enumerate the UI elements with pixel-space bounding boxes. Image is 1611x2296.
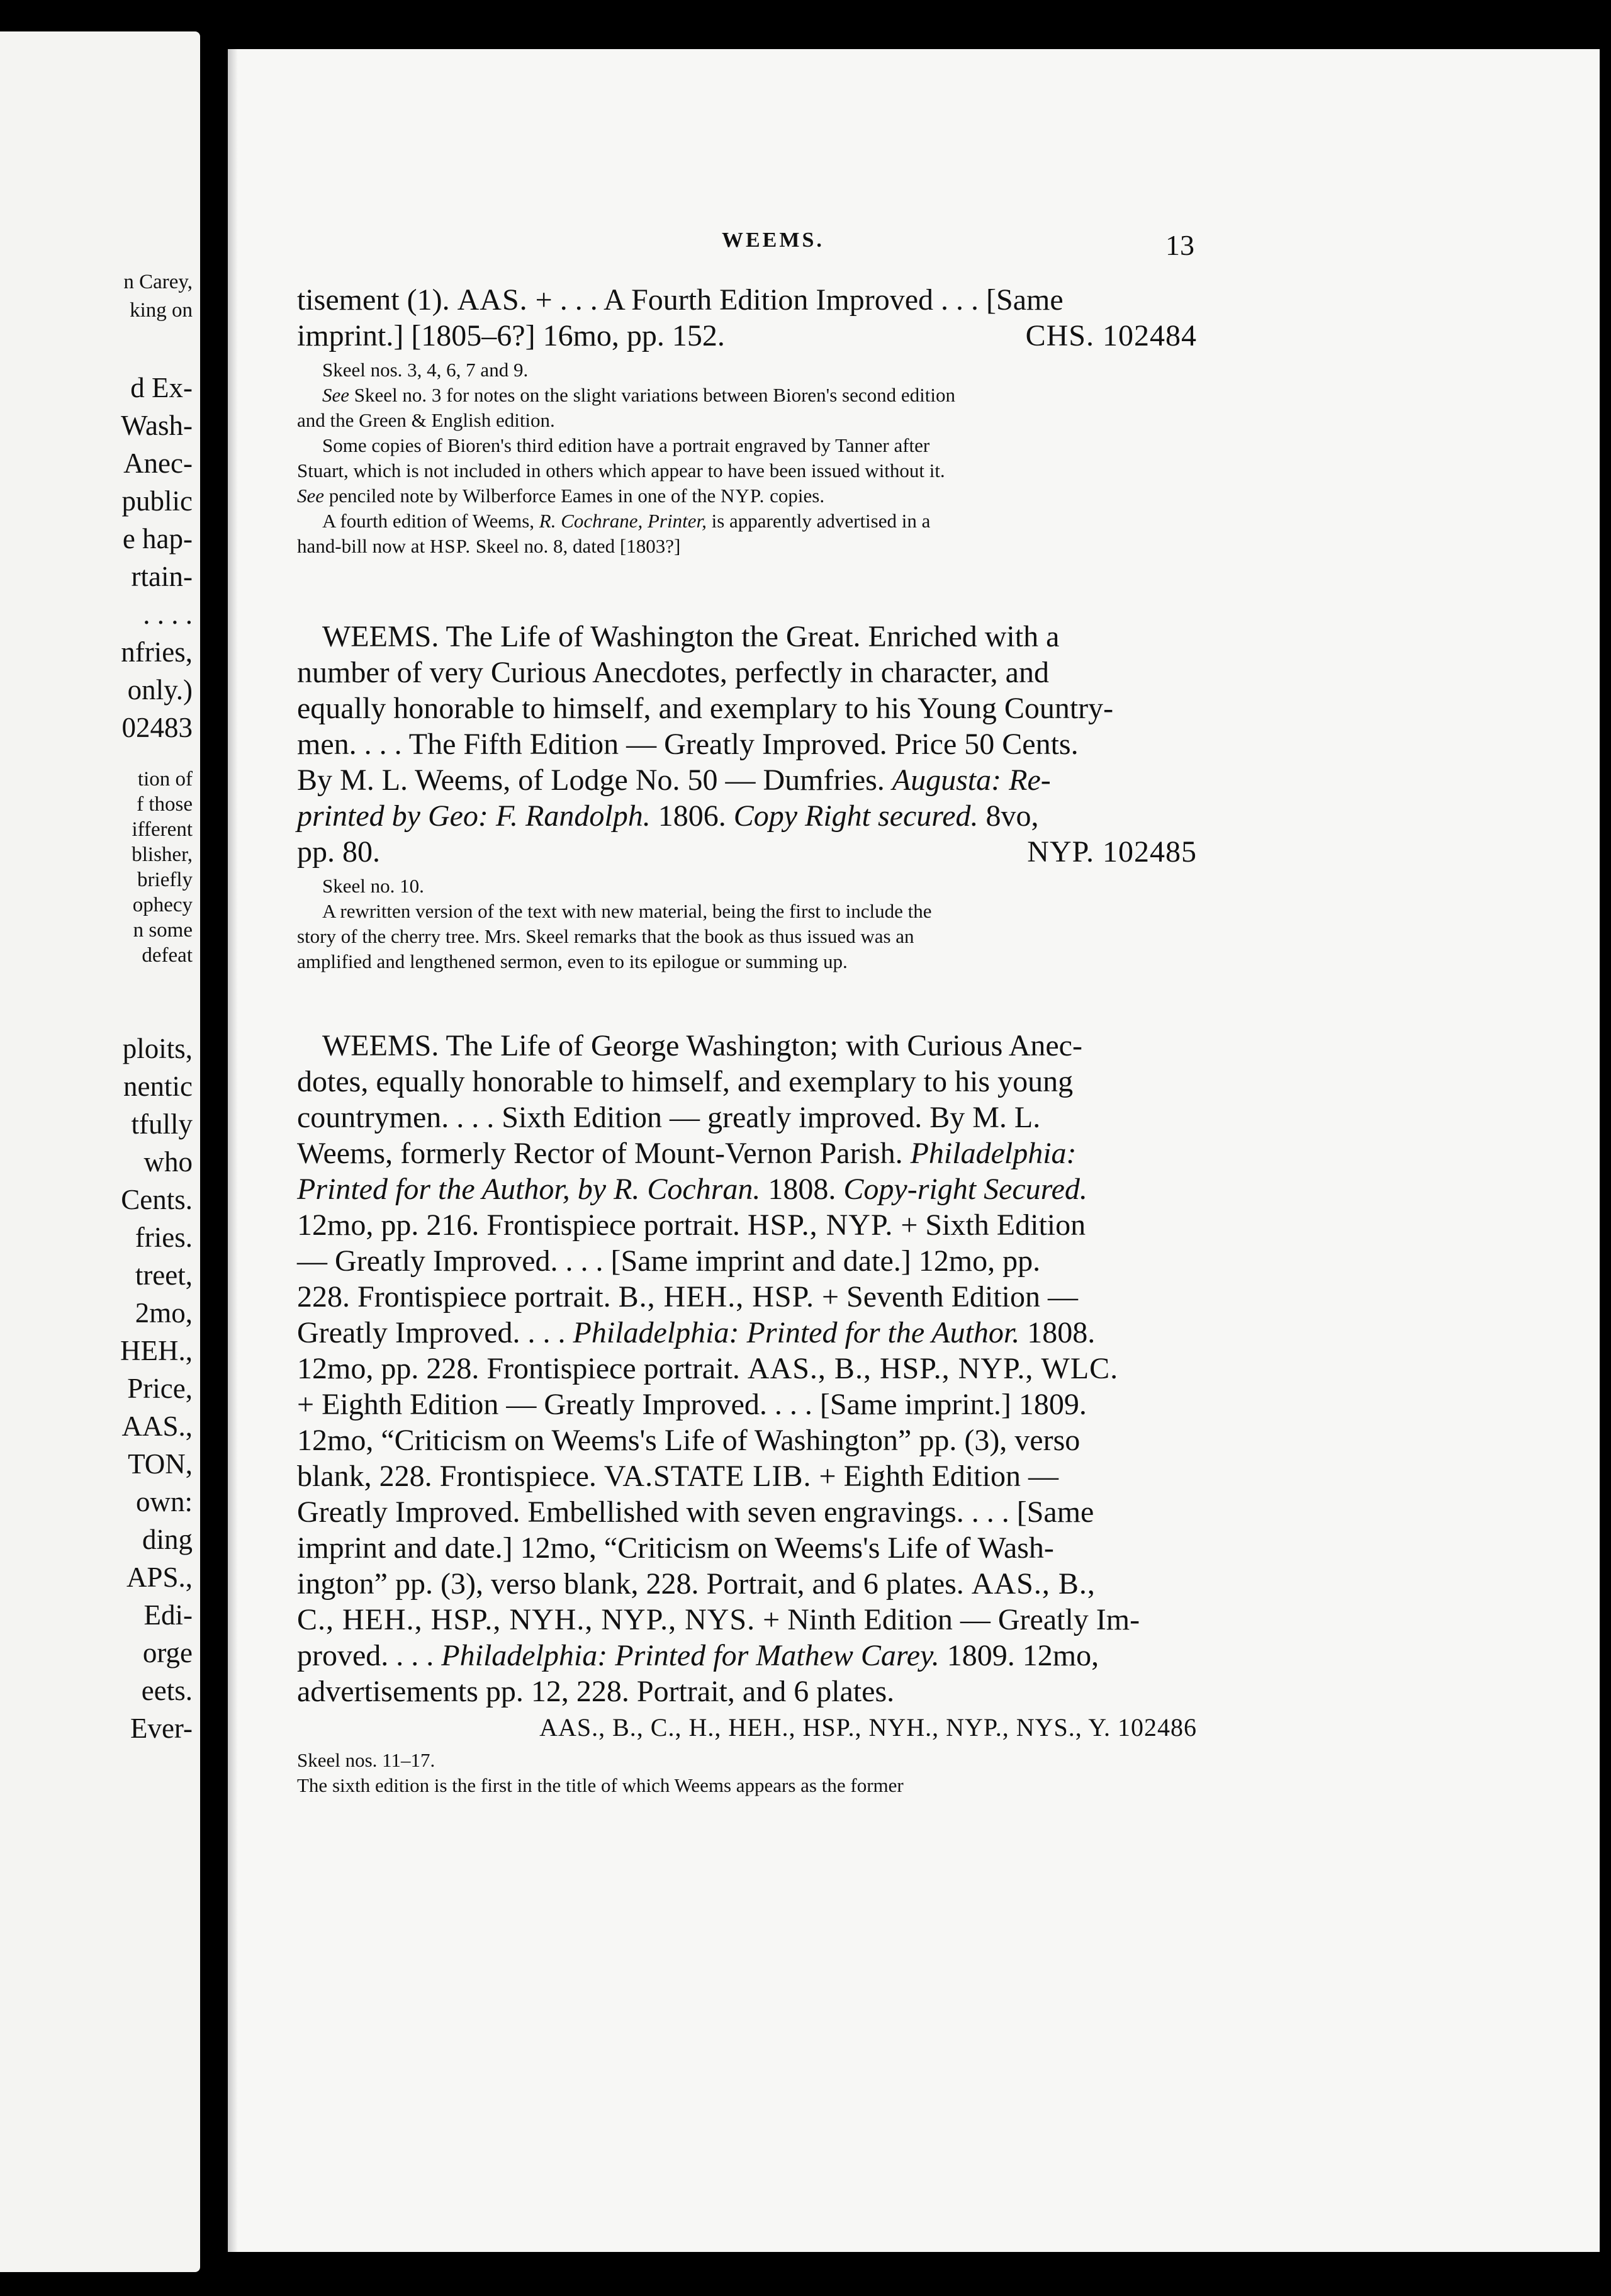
left-page-line: briefly [137, 869, 193, 891]
left-page-line: public [121, 485, 193, 517]
left-page-line: Cents. [121, 1184, 193, 1215]
left-page-line: defeat [142, 944, 193, 967]
left-page-line: . . . . [143, 599, 193, 630]
library-code: HSP. [429, 535, 471, 557]
text-run: Printed for the Author, by R. Cochran. [297, 1173, 761, 1206]
text-run: penciled note by Wilberforce Eames in one of the [324, 485, 721, 507]
library-code: AAS., B., [971, 1567, 1096, 1601]
library-code: VA.STATE LIB. [603, 1460, 812, 1493]
text-run: See [322, 384, 350, 406]
left-page-line: Price, [127, 1373, 193, 1404]
page-fold-shadow [228, 49, 238, 2252]
left-page-line: ding [142, 1524, 193, 1555]
entry-fifth-edition [297, 619, 1197, 974]
left-page-line: blisher, [132, 843, 193, 866]
catalog-number: NYP. 102485 [1027, 835, 1197, 869]
text-run: + Eighth Edition — [811, 1460, 1058, 1493]
text-run: 1808. [1019, 1316, 1096, 1349]
entry-line [297, 762, 1197, 798]
entry-line: 12mo, “Criticism on Weems's Life of Washington” pp. (3), verso [297, 1424, 1081, 1457]
left-page-line: nfries, [121, 636, 193, 668]
left-page-line: f those [137, 793, 193, 816]
entry-heading-line: WEEMS. The Life of Washington the Great. Enriched with a [322, 620, 1060, 653]
text-run: 1806. [650, 799, 734, 833]
entry-sixth-edition [297, 1028, 1197, 1798]
left-page-line: orge [142, 1637, 193, 1669]
library-code: HSP., NYP. [747, 1208, 894, 1242]
left-page-line: 2mo, [135, 1297, 193, 1329]
entry-line [297, 282, 1197, 318]
note-line: and the Green & English edition. [297, 409, 555, 431]
text-run: + . . . A Fourth Edition Improved . . . [Same [527, 283, 1064, 317]
left-page-line: fries. [135, 1222, 193, 1253]
entry-line [297, 834, 1197, 870]
running-head: WEEMS. [722, 228, 824, 252]
page-number: 13 [1165, 229, 1194, 261]
left-page-line: n Carey, [123, 271, 193, 293]
text-run: + Ninth Edition — Greatly Im- [755, 1603, 1140, 1636]
text-run: See [297, 485, 325, 507]
note-line: The sixth edition is the first in the title of which Weems appears as the former [297, 1774, 904, 1796]
text-run: Skeel no. 3 for notes on the slight variations between Bioren's second edition [349, 384, 955, 406]
note-line [297, 534, 1197, 559]
text-run: By M. L. Weems, of Lodge No. 50 — Dumfries. [297, 763, 892, 797]
note-line [297, 509, 1197, 534]
left-page-line: tion of [137, 768, 193, 791]
text-run: proved. . . . [297, 1639, 442, 1672]
text-run: Copy Right secured. [733, 799, 979, 833]
text-run: Philadelphia: Printed for Mathew Carey. [441, 1639, 940, 1672]
text-run: 1808. [760, 1173, 844, 1206]
entry-line [297, 1602, 1197, 1638]
note-line: Skeel no. 10. [322, 875, 424, 897]
left-page-line: APS., [126, 1562, 193, 1593]
note-line: Skeel nos. 3, 4, 6, 7 and 9. [322, 359, 529, 381]
entry-line: men. . . . The Fifth Edition — Greatly Improved. Price 50 Cents. [297, 728, 1079, 761]
left-page-line: only.) [127, 674, 193, 706]
left-page-line: e hap- [122, 523, 193, 554]
text-run: ington” pp. (3), verso blank, 228. Portrait, and 6 plates. [297, 1567, 972, 1601]
left-page-line: own: [136, 1486, 193, 1517]
text-run: Skeel no. 8, dated [1803?] [471, 535, 681, 557]
note-line: story of the cherry tree. Mrs. Skeel remarks that the book as thus issued was an [297, 925, 914, 947]
left-page-line: HEH., [120, 1335, 193, 1366]
left-page-line: TON, [128, 1448, 193, 1480]
note-line: Stuart, which is not included in others which appear to have been issued without it. [297, 459, 945, 481]
text-run: Weems, formerly Rector of Mount-Vernon Parish. [297, 1137, 911, 1170]
entry-line: + Eighth Edition — Greatly Improved. . . . [Same imprint.] 1809. [297, 1388, 1087, 1421]
entry-line [297, 1171, 1197, 1207]
text-run: Philadelphia: Printed for the Author. [573, 1316, 1020, 1349]
entry-notes [297, 357, 1197, 559]
left-page-line: d Ex- [130, 372, 193, 403]
note-line: amplified and lengthened sermon, even to its epilogue or summing up. [297, 950, 848, 972]
left-page-line: ploits, [122, 1033, 193, 1064]
left-page-fragment [0, 31, 200, 2272]
catalog-number: CHS. 102484 [1025, 319, 1197, 352]
entry-line [297, 1135, 1197, 1171]
entry-line: countrymen. . . . Sixth Edition — greatly improved. By M. L. [297, 1101, 1041, 1134]
entry-line: equally honorable to himself, and exemplary to his Young Country- [297, 692, 1114, 725]
note-line: A rewritten version of the text with new material, being the first to include the [322, 900, 932, 922]
note-line: Skeel nos. 11–17. [297, 1749, 435, 1771]
library-code: B., HEH., HSP. [618, 1280, 814, 1314]
right-page [228, 49, 1600, 2252]
left-page-line: nentic [123, 1071, 193, 1102]
entry-line [297, 798, 1197, 834]
text-run: is apparently advertised in a [706, 510, 931, 532]
text-run: R. Cochrane, Printer, [539, 510, 707, 532]
entry-line [297, 1638, 1197, 1674]
library-code: C., HEH., HSP., NYH., NYP., NYS. [297, 1603, 756, 1636]
text-run: Philadelphia: [910, 1137, 1077, 1170]
text-run: 8vo, [978, 799, 1039, 833]
entry-notes [297, 1748, 1197, 1798]
text-run: Copy-right Secured. [843, 1173, 1087, 1206]
left-page-line: Anec- [123, 447, 193, 479]
left-page-line: Edi- [143, 1599, 193, 1631]
text-run: hand-bill now at [297, 535, 430, 557]
entry-line [297, 1351, 1197, 1387]
entry-line [297, 1279, 1197, 1315]
left-page-line: ophecy [132, 894, 193, 916]
left-page-line: AAS., [121, 1410, 193, 1442]
left-page-line: rtain- [131, 561, 193, 592]
entry-line [297, 1315, 1197, 1351]
library-code: AAS., B., HSP., NYP., WLC. [747, 1352, 1119, 1385]
note-line: Some copies of Bioren's third edition have a portrait engraved by Tanner after [322, 434, 930, 456]
library-code: NYP. [721, 485, 765, 507]
catalog-number: AAS., B., C., H., HEH., HSP., NYH., NYP., NYS., Y. 102486 [539, 1713, 1197, 1742]
entry-line: imprint and date.] 12mo, “Criticism on Weems's Life of Wash- [297, 1531, 1054, 1565]
left-page-line: Ever- [130, 1713, 193, 1744]
left-page-line: king on [130, 299, 193, 322]
left-page-line: tfully [131, 1108, 193, 1140]
entry-line: dotes, equally honorable to himself, and exemplary to his young [297, 1065, 1074, 1098]
entry-line [297, 1458, 1197, 1494]
library-code: AAS. [457, 283, 528, 317]
text-run: blank, 228. Frontispiece. [297, 1460, 604, 1493]
left-page-line: Wash- [121, 410, 193, 441]
entry-line [297, 1566, 1197, 1602]
left-page-line: ifferent [132, 818, 193, 841]
text-run: 12mo, pp. 216. Frontispiece portrait. [297, 1208, 748, 1242]
entry-line: Greatly Improved. Embellished with seven engravings. . . . [Same [297, 1495, 1094, 1529]
text-run: 228. Frontispiece portrait. [297, 1280, 619, 1314]
left-page-line: n some [133, 919, 193, 942]
entry-line: number of very Curious Anecdotes, perfectly in character, and [297, 656, 1049, 689]
note-line [297, 483, 1197, 509]
text-run: + Sixth Edition [893, 1208, 1086, 1242]
text-run: copies. [765, 485, 825, 507]
note-line [297, 383, 1197, 408]
text-run: printed by Geo: F. Randolph. [297, 799, 651, 833]
text-run: Augusta: Re- [892, 763, 1051, 797]
text-run: 12mo, pp. 228. Frontispiece portrait. [297, 1352, 748, 1385]
entry-line [297, 1207, 1197, 1243]
entry-heading-line: WEEMS. The Life of George Washington; with Curious Anec- [322, 1029, 1082, 1062]
left-page-line: treet, [135, 1259, 193, 1291]
text-run: tisement (1). [297, 283, 457, 317]
left-page-line: who [143, 1146, 193, 1178]
text-run: imprint.] [1805–6?] 16mo, pp. 152. [297, 319, 725, 352]
entry-notes [297, 874, 1197, 974]
left-page-line: 02483 [121, 712, 193, 743]
text-run: + Seventh Edition — [814, 1280, 1079, 1314]
text-run: 1809. 12mo, [939, 1639, 1099, 1672]
entry-line: — Greatly Improved. . . . [Same imprint and date.] 12mo, pp. [297, 1244, 1041, 1278]
entry-line: advertisements pp. 12, 228. Portrait, and 6 plates. [297, 1675, 895, 1708]
left-page-line: eets. [141, 1675, 193, 1706]
text-run: pp. 80. [297, 835, 380, 869]
entry-line [297, 318, 1197, 354]
text-run: A fourth edition of Weems, [322, 510, 539, 532]
entry-fourth-edition [297, 282, 1197, 559]
text-run: Greatly Improved. . . . [297, 1316, 573, 1349]
